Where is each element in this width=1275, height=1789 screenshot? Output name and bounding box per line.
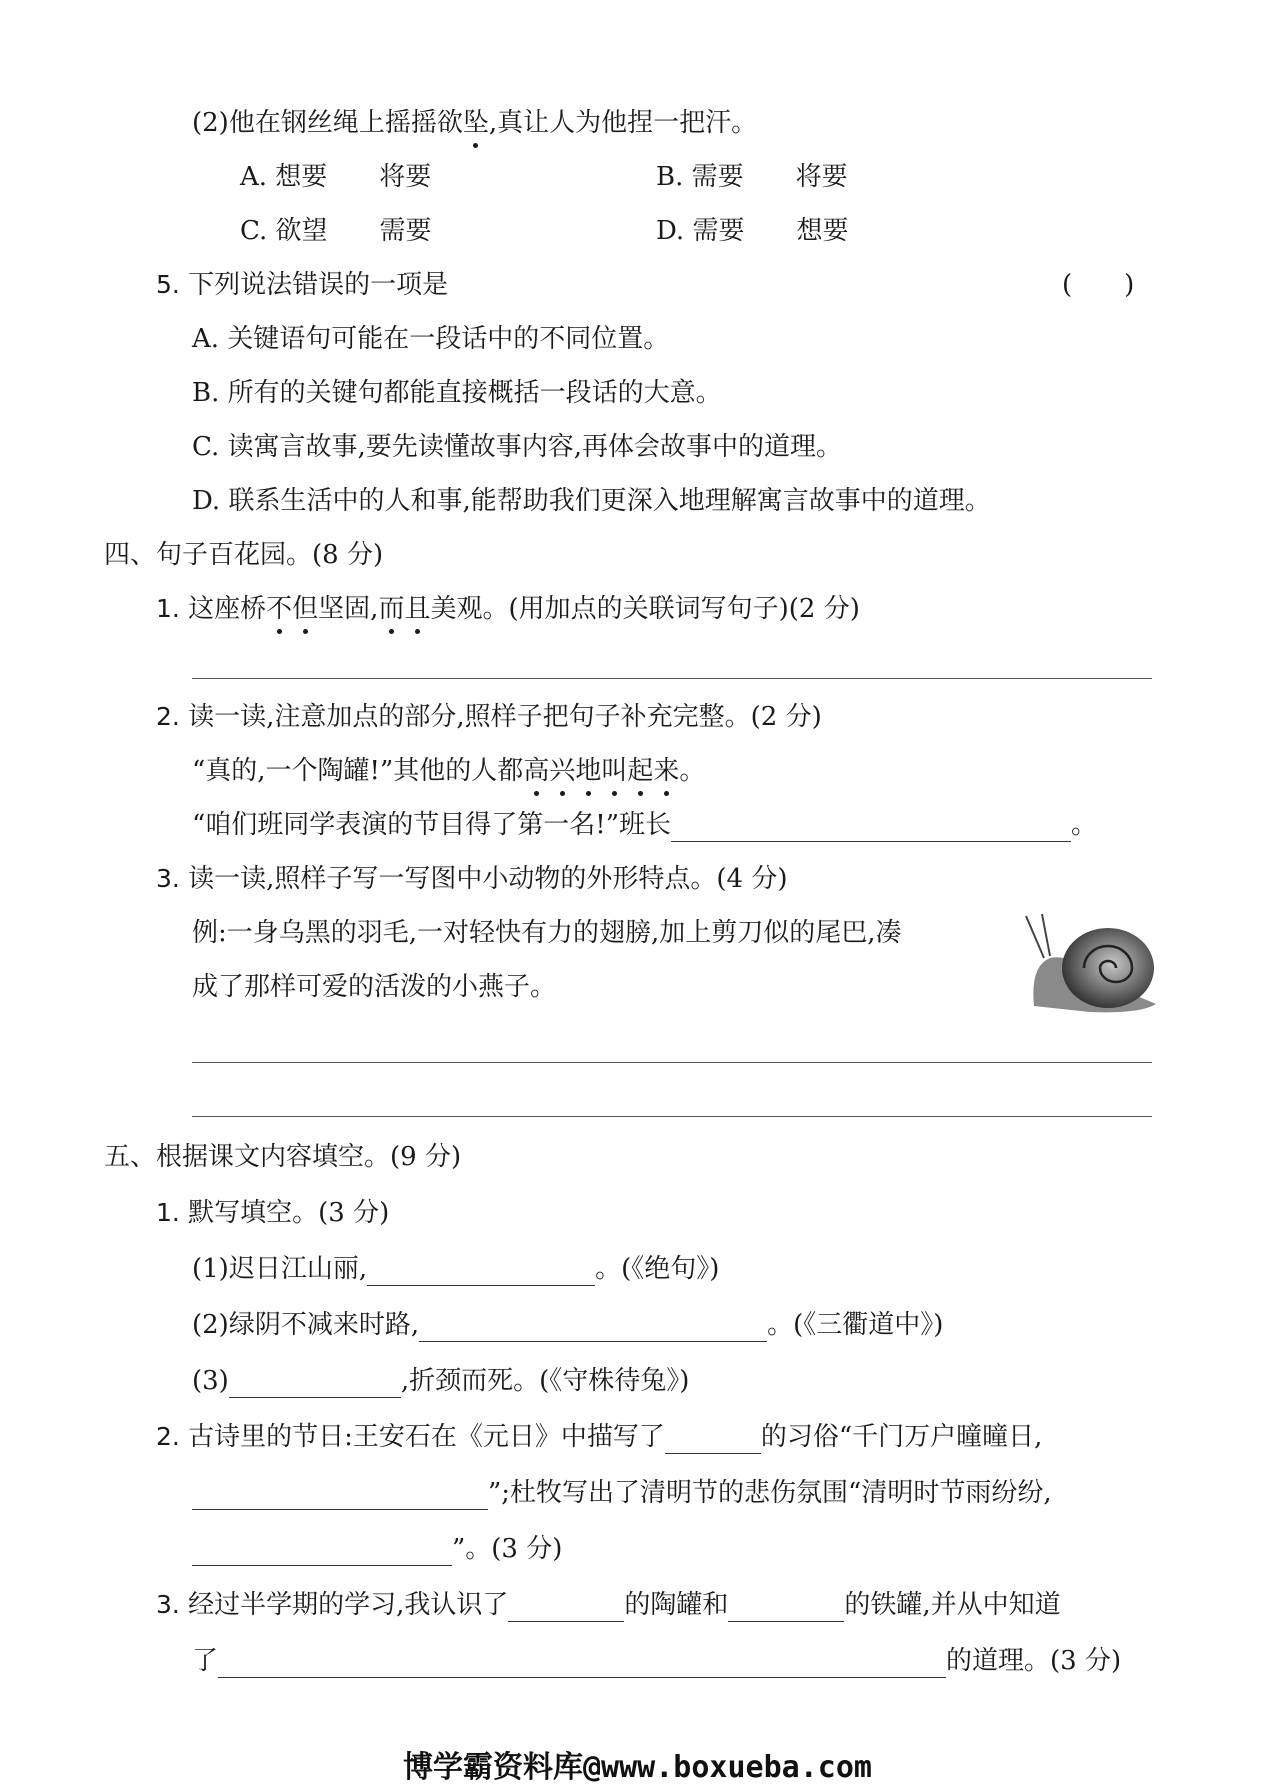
dotted-char: 坠	[462, 108, 489, 138]
blank-line[interactable]	[508, 1593, 624, 1622]
sec5-q3-line2: 了 的道理。(3 分)	[192, 1646, 1122, 1676]
q5-stem: 5. 下列说法错误的一项是	[156, 270, 449, 300]
sec4-q3: 3. 读一读,照样子写一写图中小动物的外形特点。(4 分)	[156, 864, 788, 894]
sec4-q3-example-line1: 例:一身乌黑的羽毛,一对轻快有力的翅膀,加上剪刀似的尾巴,凑	[192, 918, 902, 948]
section-5-title: 五、根据课文内容填空。(9 分)	[104, 1142, 462, 1172]
answer-line[interactable]	[192, 1116, 1152, 1117]
sec5-q1-p1: (1)迟日江山丽, 。(《绝句》)	[192, 1254, 720, 1284]
answer-paren: ( )	[1062, 270, 1135, 300]
blank-line[interactable]	[419, 1313, 767, 1342]
sec5-q2-line1: 2. 古诗里的节日:王安石在《元日》中描写了 的习俗“千门万户曈曈日,	[156, 1422, 1043, 1452]
snail-image	[1020, 906, 1160, 1016]
sec5-q3-line1: 3. 经过半学期的学习,我认识了 的陶罐和 的铁罐,并从中知道	[156, 1590, 1061, 1620]
blank-line[interactable]	[728, 1593, 844, 1622]
q5-option-b: B. 所有的关键句都能直接概括一段话的大意。	[192, 378, 722, 408]
sec5-q1-p2: (2)绿阴不减来时路, 。(《三衢道中》)	[192, 1310, 944, 1340]
answer-line[interactable]	[192, 1062, 1152, 1063]
sec4-q3-example-line2: 成了那样可爱的活泼的小燕子。	[192, 972, 557, 1002]
sec5-q1-p3: (3) ,折颈而死。(《守株待兔》)	[192, 1366, 690, 1396]
blank-line[interactable]	[192, 1537, 452, 1566]
watermark: 博学霸资料库@www.boxueba.com	[403, 1750, 872, 1785]
blank-line[interactable]	[665, 1425, 761, 1454]
sec5-q1: 1. 默写填空。(3 分)	[156, 1198, 390, 1228]
blank-line[interactable]	[671, 813, 1071, 842]
blank-line[interactable]	[192, 1481, 488, 1510]
q5-option-d: D. 联系生活中的人和事,能帮助我们更深入地理解寓言故事中的道理。	[192, 486, 991, 516]
blank-line[interactable]	[229, 1369, 401, 1398]
sec4-q2-fill: “咱们班同学表演的节目得了第一名!”班长 。	[192, 810, 1098, 840]
sec5-q2-line2: ”;杜牧写出了清明节的悲伤氛围“清明时节雨纷纷,	[192, 1476, 1052, 1510]
answer-line[interactable]	[192, 678, 1152, 679]
sec4-q2-example: “真的,一个陶罐!”其他的人都高兴地叫起来。	[192, 756, 706, 786]
section-4-title: 四、句子百花园。(8 分)	[104, 540, 384, 570]
blank-line[interactable]	[218, 1649, 946, 1678]
sec4-q2: 2. 读一读,注意加点的部分,照样子把句子补充完整。(2 分)	[156, 702, 822, 732]
q4-2-stem: (2)他在钢丝绳上摇摇欲坠,真让人为他捏一把汗。	[192, 108, 758, 138]
q4-2-option-d: D. 需要 想要	[656, 216, 849, 246]
sec5-q2-line3: ”。(3 分)	[192, 1532, 562, 1566]
q5-option-a: A. 关键语句可能在一段话中的不同位置。	[192, 324, 670, 354]
sec4-q1: 1. 这座桥不但坚固,而且美观。(用加点的关联词写句子)(2 分)	[156, 594, 860, 624]
q5-option-c: C. 读寓言故事,要先读懂故事内容,再体会故事中的道理。	[192, 432, 843, 462]
q4-2-option-a: A. 想要 将要	[240, 162, 432, 192]
q4-2-option-b: B. 需要 将要	[656, 162, 848, 192]
q4-2-option-c: C. 欲望 需要	[240, 216, 432, 246]
blank-line[interactable]	[367, 1257, 595, 1286]
